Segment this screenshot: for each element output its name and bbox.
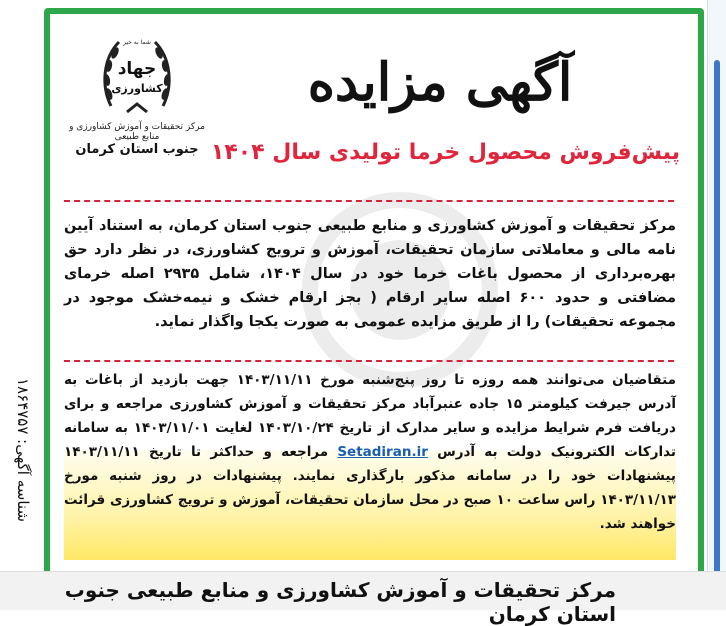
ad-id-vertical bbox=[8, 300, 38, 600]
logo-caption-1: مرکز تحقیقات و آموزش کشاورزی و منابع طبیعی bbox=[69, 122, 205, 142]
svg-text:کشاورزی: کشاورزی bbox=[111, 82, 163, 95]
divider-top bbox=[64, 200, 674, 202]
svg-text:جهاد: جهاد bbox=[117, 59, 157, 79]
footer-text: مرکز تحقیقات و آموزش کشاورزی و منابع طبیعی جنوب استان کرمان bbox=[64, 578, 616, 626]
setadiran-link[interactable]: Setadiran.ir bbox=[337, 444, 428, 460]
footer-banner bbox=[0, 571, 726, 626]
paragraph-details bbox=[64, 368, 676, 536]
logo-caption-2: جنوب استان کرمان bbox=[75, 142, 199, 157]
svg-text:شما به خیر: شما به خیر bbox=[123, 39, 151, 46]
paragraph-details-part1: متقاضیان می‌توانند همه روزه تا روز پنج‌شنبه مورخ ۱۴۰۳/۱۱/۱۱ جهت بازدید از باغات به آدرس جیرفت کیلومتر ۱۵ جاده عنبرآباد مرکز تحقیقات و آموزش کشاورزی مراجعه و برای دریافت فرم شرایط مزایده و سایر مدارک از تاریخ ۱۴۰۳/۱۰/۲۴ لغایت ۱۴۰۳/۱۱/۰۱ به سامانه تدارکات الکترونیک دولت به آدرس bbox=[64, 372, 676, 460]
paragraph-intro: مرکز تحقیقات و آموزش کشاورزی و منابع طبیعی جنوب استان کرمان، به استناد آیین نامه مالی و معاملاتی سازمان تحقیقات، آموزش و ترویج کشاورزی، در نظر دارد حق بهره‌برداری از محصول باغات خرما خود در سال ۱۴۰۴، شامل ۲۹۳۵ اصله خرمای مضافتی و حدود ۶۰۰ اصله سایر ارقام ( بجز ارقام خشک و نیمه‌خشک موجود در مجموعه تحقیقات) را از طریق مزایده عمومی به صورت یکجا واگذار نماید. bbox=[64, 218, 676, 330]
divider-middle bbox=[64, 360, 674, 362]
page-edge-strip bbox=[707, 0, 726, 609]
edge-accent bbox=[714, 60, 720, 580]
paragraph-details-part2: مراجعه و حداکثر تا تاریخ ۱۴۰۳/۱۱/۱۱ پیشنهادات خود را در سامانه مذکور بارگذاری نمایند. پیشنهادات در روز شنبه مورخ ۱۴۰۳/۱۱/۱۳ راس ساعت ۱۰ صبح در محل سازمان تحقیقات، آموزش و ترویج کشاورزی قرائت خواهند شد. bbox=[64, 444, 676, 532]
organization-logo bbox=[62, 28, 212, 178]
ad-id: شناسه آگهی: ۱۸۶۴۷۵۷ bbox=[14, 378, 32, 522]
wheat-emblem-icon bbox=[97, 28, 177, 120]
ad-subtitle: پیش‌فروش محصول خرما تولیدی سال ۱۴۰۴ bbox=[210, 140, 680, 165]
ad-title: آگهی مزایده bbox=[307, 52, 573, 113]
